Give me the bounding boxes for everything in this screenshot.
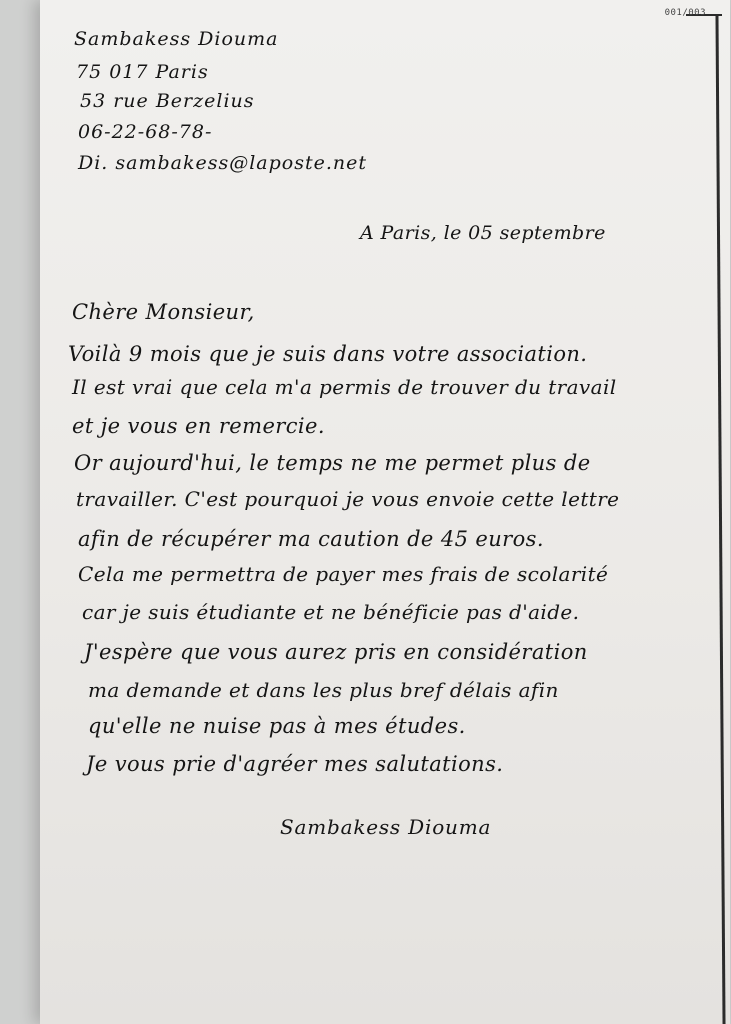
- body-line: Il est vrai que cela m'a permis de trouver du travail: [72, 375, 617, 399]
- body-line: J'espère que vous aurez pris en considération: [84, 640, 588, 664]
- sender-street: 53 rue Berzelius: [80, 90, 255, 112]
- letter-page: [40, 0, 730, 1024]
- body-line: car je suis étudiante et ne bénéficie pas d'aide.: [82, 600, 580, 624]
- body-line: et je vous en remercie.: [72, 414, 325, 438]
- page-border-right: [715, 14, 725, 1024]
- fax-page-stamp: 001/003: [664, 8, 706, 18]
- body-line: Or aujourd'hui, le temps ne me permet plus de: [74, 451, 591, 475]
- signature: Sambakess Diouma: [280, 815, 492, 839]
- sender-city: 75 017 Paris: [76, 61, 209, 83]
- body-line: afin de récupérer ma caution de 45 euros.: [78, 527, 544, 551]
- body-line: Je vous prie d'agréer mes salutations.: [86, 752, 504, 776]
- salutation: Chère Monsieur,: [72, 300, 255, 324]
- body-line: ma demande et dans les plus bref délais afin: [88, 678, 559, 702]
- place-date: A Paris, le 05 septembre: [360, 222, 606, 244]
- body-line: qu'elle ne nuise pas à mes études.: [88, 714, 466, 738]
- body-line: travailler. C'est pourquoi je vous envoie cette lettre: [76, 487, 620, 511]
- body-line: Voilà 9 mois que je suis dans votre association.: [68, 342, 588, 366]
- sender-name: Sambakess Diouma: [74, 28, 279, 50]
- sender-phone: 06-22-68-78-: [78, 121, 213, 143]
- sender-email: Di. sambakess@laposte.net: [78, 152, 368, 174]
- body-line: Cela me permettra de payer mes frais de scolarité: [78, 562, 609, 586]
